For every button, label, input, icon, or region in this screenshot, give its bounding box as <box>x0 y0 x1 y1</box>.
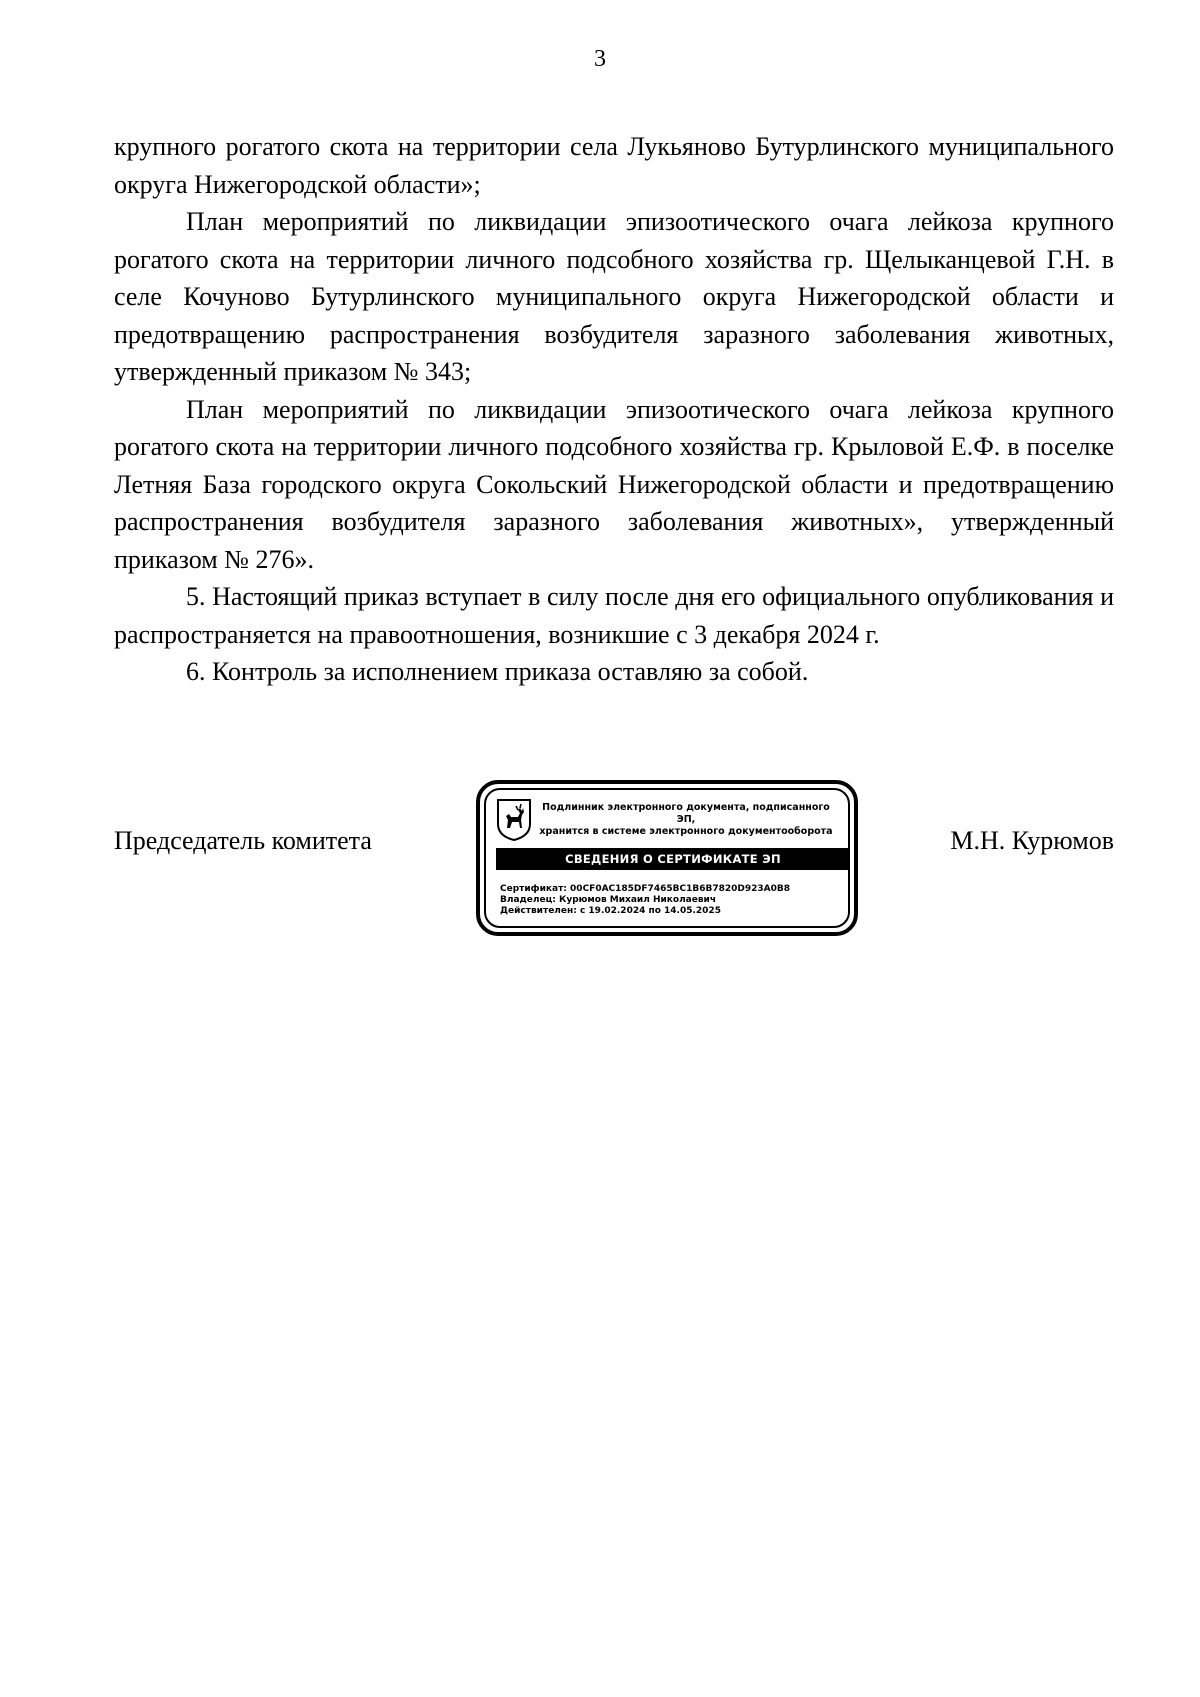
signer-name: М.Н. Курюмов <box>950 826 1114 855</box>
signer-title: Председатель комитета <box>114 826 372 855</box>
electronic-signature-stamp <box>476 780 858 936</box>
paragraph: 6. Контроль за исполнением приказа оставляю за собой. <box>186 657 809 686</box>
stamp-certificate-bar: СВЕДЕНИЯ О СЕРТИФИКАТЕ ЭП <box>496 848 850 870</box>
stamp-validity: Действителен: с 19.02.2024 по 14.05.2025 <box>500 906 721 916</box>
signature-block <box>114 780 1114 940</box>
paragraph: План мероприятий по ликвидации эпизоотического очага лейкоза крупного рогатого скота на территории личного подсобного хозяйства гр. Щелыканцевой Г.Н. в селе Кочуново Бутурлинского муниципального округа Нижегородской области и предотвращению распространения возбудителя заразного заболевания животных, утвержденный приказом № 343; <box>114 207 1114 386</box>
stamp-details <box>500 884 790 917</box>
paragraph: 5. Настоящий приказ вступает в силу после дня его официального опубликования и распространяется на правоотношения, возникшие с 3 декабря 2024 г. <box>114 582 1114 649</box>
paragraph: крупного рогатого скота на территории села Лукьяново Бутурлинского муниципального округа Нижегородской области»; <box>114 132 1114 199</box>
stamp-inner-frame <box>484 788 850 928</box>
document-body <box>114 128 1114 691</box>
stamp-header-line: Подлинник электронного документа, подписанного ЭП, <box>542 802 830 825</box>
stamp-header-line: хранится в системе электронного документооборота <box>539 826 833 837</box>
stamp-owner: Владелец: Курюмов Михаил Николаевич <box>500 895 717 905</box>
paragraph: План мероприятий по ликвидации эпизоотического очага лейкоза крупного рогатого скота на территории личного подсобного хозяйства гр. Крыловой Е.Ф. в поселке Летняя База городского округа Сокольский Нижегородской области и предотвращению распространения возбудителя заразного заболевания животных», утвержденный приказом № 276». <box>114 394 1114 574</box>
stamp-certificate-number: Сертификат: 00CF0AC185DF7465BC1B6B7820D923A0B8 <box>500 884 790 894</box>
nizhny-novgorod-deer-emblem-icon <box>496 798 532 842</box>
page-number: 3 <box>594 46 606 72</box>
stamp-header <box>536 802 836 838</box>
